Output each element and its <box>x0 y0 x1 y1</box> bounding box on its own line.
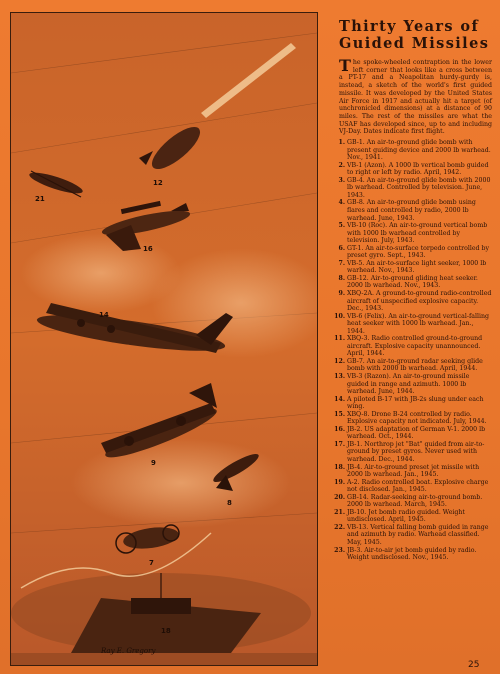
item-number: 17. <box>334 440 345 448</box>
label-8: 8 <box>227 499 232 507</box>
list-item <box>333 524 492 547</box>
list-item <box>333 426 492 441</box>
article-column <box>333 18 492 562</box>
label-21: 21 <box>35 195 45 203</box>
item-number: 4. <box>338 199 345 207</box>
item-number: 15. <box>334 410 345 418</box>
drop-cap: T <box>339 56 351 75</box>
list-item <box>333 222 492 245</box>
list-item <box>333 245 492 260</box>
item-number: 22. <box>334 523 345 531</box>
item-number: 20. <box>334 493 345 501</box>
item-text: XBQ-8. Drone B-24 controlled by radio. Explosive capacity not indicated. July, 1944. <box>347 410 487 426</box>
missiles-illustration <box>10 12 318 666</box>
list-item <box>333 464 492 479</box>
item-text: VB-6 (Felix). An air-to-ground vertical-falling heat seeker with 1000 lb warhead. Jan., 1944. <box>347 312 490 335</box>
list-item <box>333 335 492 358</box>
item-text: VB-13. Vertical falling bomb guided in range and azimuth by radio. Warhead classified. May, 1945. <box>347 523 489 547</box>
label-12: 12 <box>153 179 163 187</box>
item-text: A piloted B-17 with JB-2s slung under each wing. <box>347 395 484 411</box>
item-text: GB-8. An air-to-ground glide bomb using flares and controlled by radio, 2000 lb warhead. June, 1943. <box>347 199 476 222</box>
item-text: GT-1. An air-to-surface torpedo controlled by preset gyro. Sept., 1943. <box>347 244 490 260</box>
article-intro <box>333 56 492 136</box>
item-number: 12. <box>334 357 345 365</box>
page-number: 25 <box>468 660 480 670</box>
list-item <box>333 177 492 200</box>
item-text: JB-2. US adaptation of German V-1. 2000 lb warhead. Oct., 1944. <box>347 425 486 441</box>
item-text: VB-5. An air-to-surface light seeker, 1000 lb warhead. Nov., 1943. <box>347 259 487 275</box>
artist-signature: Ray E. Gregory <box>101 647 156 655</box>
item-text: GB-1. An air-to-ground glide bomb with present guiding device and 2000 lb warhead. Nov., 1941. <box>347 139 491 162</box>
list-item <box>333 199 492 222</box>
item-text: JB-4. Air-to-ground preset jet missile with 2000 lb warhead. Jan., 1945. <box>347 463 480 479</box>
list-item <box>333 411 492 426</box>
list-item <box>333 260 492 275</box>
item-text: JB-10. Jet bomb radio guided. Weight undisclosed. April, 1945. <box>347 508 465 524</box>
item-text: XBQ-3. Radio controlled ground-to-ground aircraft. Explosive capacity unannounced. April, 1944. <box>347 335 483 358</box>
missile-list <box>333 139 492 562</box>
item-number: 3. <box>338 176 345 184</box>
item-text: XBQ-2A. A ground-to-ground radio-controlled aircraft of unspecified explosive capacity. Dec., 1943. <box>347 289 492 313</box>
illustration-drawing <box>11 13 317 665</box>
item-text: VB-10 (Roc). An air-to-ground vertical bomb with 1000 lb warhead controlled by television. July, 1943. <box>347 222 488 245</box>
item-number: 8. <box>338 274 345 282</box>
item-text: JB-1. Northrop jet "Bat" guided from air-to-ground by preset gyros. Never used with warhead. Dec., 1944. <box>347 440 485 463</box>
item-number: 2. <box>338 161 345 169</box>
list-item <box>333 358 492 373</box>
item-number: 9. <box>338 289 345 297</box>
label-9: 9 <box>151 459 156 467</box>
item-number: 19. <box>334 478 345 486</box>
label-18: 18 <box>161 627 171 635</box>
list-item <box>333 373 492 396</box>
intro-text: he spoke-wheeled contraption in the lower left corner that looks like a cross between a PT-17 and a Neapolitan hurdy-gurdy is, instead, a sketch of the world's first guided missile. It was developed by the United States Air Force in 1917 and actually hit a target (of unchronicled dimensions) at a distance of 90 miles. The rest of the missiles are what the USAF has developed since, up to and including VJ-Day. Dates indicate first flight. <box>339 59 492 136</box>
list-item <box>333 494 492 509</box>
title-line-2: Guided Missiles <box>339 35 490 52</box>
item-text: A-2. Radio controlled boat. Explosive charge not disclosed. Jan., 1945. <box>347 478 489 494</box>
item-text: GB-7. An air-to-ground radar seeking glide bomb with 2000 lb warhead. April, 1944. <box>347 357 483 373</box>
list-item <box>333 441 492 464</box>
item-number: 6. <box>338 244 345 252</box>
label-7: 7 <box>149 559 154 567</box>
list-item <box>333 162 492 177</box>
list-item <box>333 479 492 494</box>
item-number: 5. <box>338 222 345 230</box>
item-number: 1. <box>338 139 345 147</box>
label-14: 14 <box>99 311 109 319</box>
list-item <box>333 509 492 524</box>
item-text: GB-12. Air-to-ground gliding heat seeker. 2000 lb warhead. Nov., 1943. <box>347 274 478 290</box>
item-number: 21. <box>334 508 345 516</box>
title-line-1: Thirty Years of <box>339 18 480 35</box>
list-item <box>333 275 492 290</box>
article-title <box>339 18 492 52</box>
item-number: 13. <box>334 372 345 380</box>
item-text: VB-1 (Azon). A 1000 lb vertical bomb guided to right or left by radio. April, 1942. <box>347 161 489 177</box>
item-number: 11. <box>334 335 345 343</box>
list-item <box>333 290 492 313</box>
list-item <box>333 313 492 336</box>
item-number: 14. <box>334 395 345 403</box>
item-number: 18. <box>334 463 345 471</box>
label-16: 16 <box>143 245 153 253</box>
item-number: 7. <box>338 259 345 267</box>
list-item <box>333 139 492 162</box>
item-number: 16. <box>334 425 345 433</box>
list-item <box>333 547 492 562</box>
item-text: VB-3 (Razon). An air-to-ground missile guided in range and azimuth. 1000 lb warhead. June, 1944. <box>347 372 470 396</box>
item-number: 23. <box>334 546 345 554</box>
item-text: GB-14. Radar-seeking air-to-ground bomb. 2000 lb warhead. March, 1945. <box>347 493 483 509</box>
item-text: JB-3. Air-to-air jet bomb guided by radio. Weight undisclosed. Nov., 1945. <box>347 546 477 562</box>
list-item <box>333 396 492 411</box>
item-text: GB-4. An air-to-ground glide bomb with 2000 lb warhead. Controlled by television. June, 1943. <box>347 176 491 199</box>
item-number: 10. <box>334 312 345 320</box>
